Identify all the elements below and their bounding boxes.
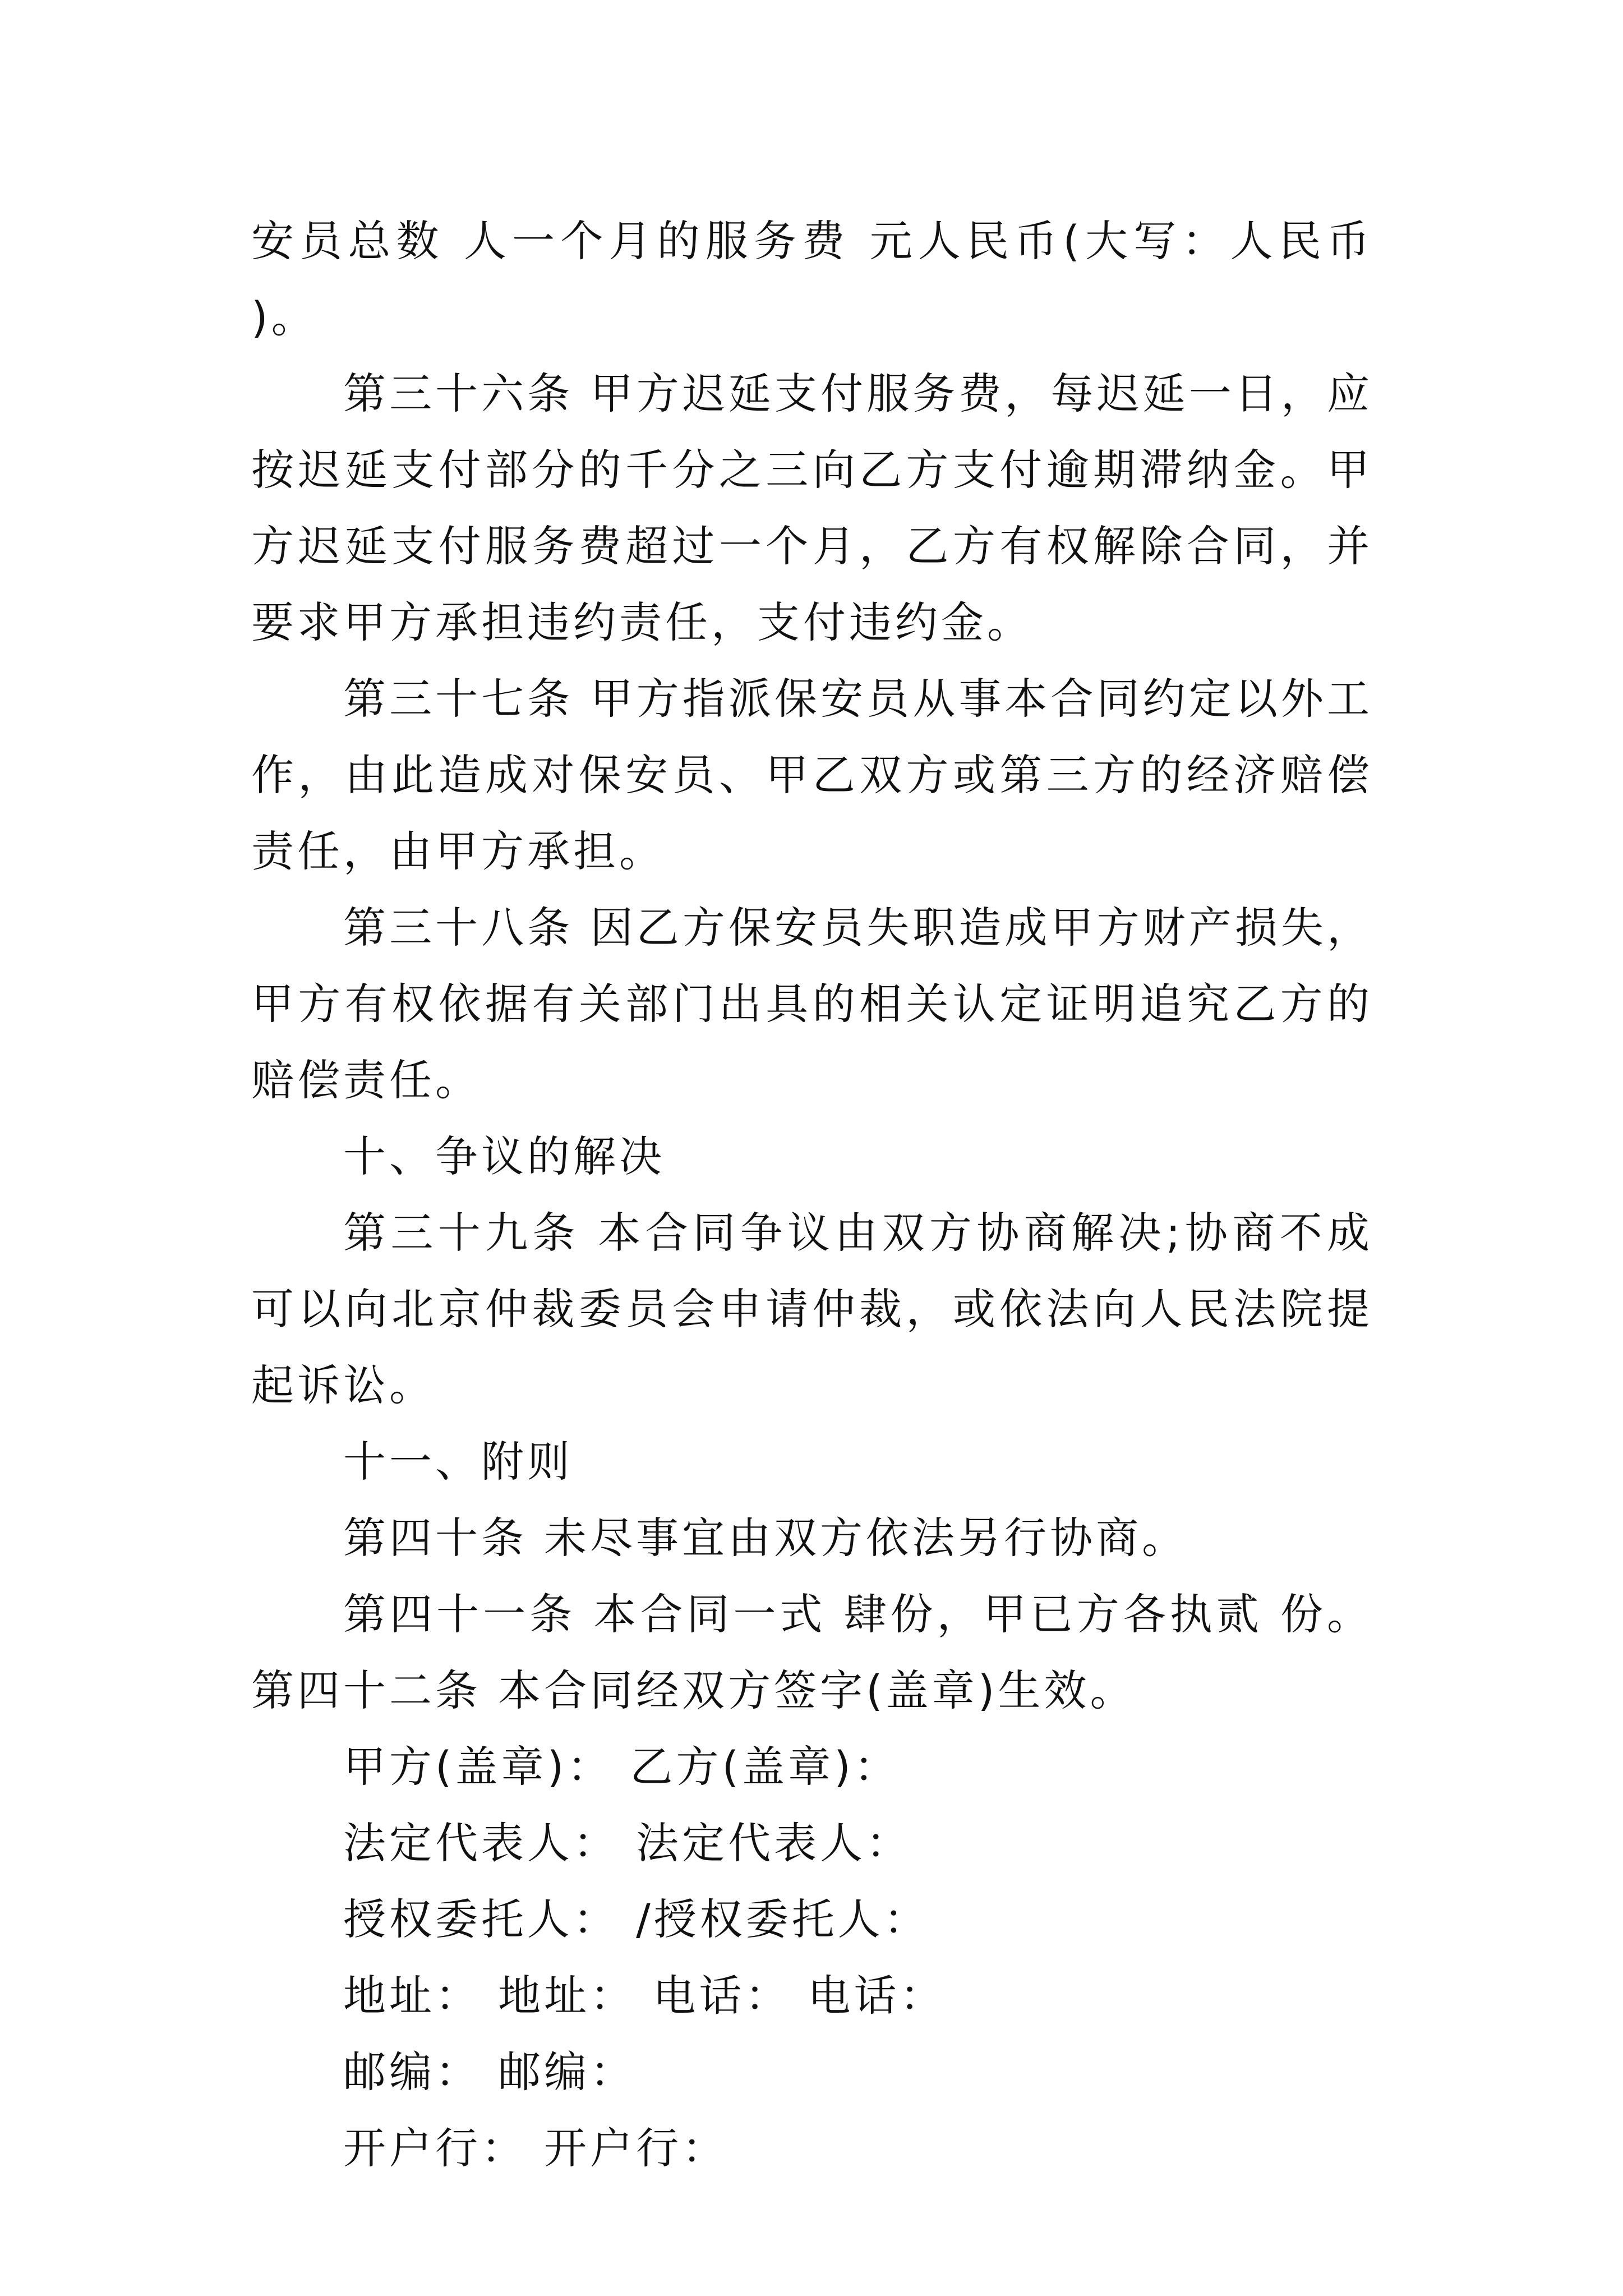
signature-party-seals: 甲方(盖章)： 乙方(盖章)： — [343, 1742, 900, 1792]
signature-address-phone: 地址： 地址： 电话： 电话： — [343, 1971, 946, 2021]
signature-legal-representatives: 法定代表人： 法定代表人： — [343, 1818, 912, 1868]
paragraph-article-41-42: 第四十一条 本合同一式 肆份，甲已方各执贰 份。 第四十二条 本合同经双方签字(盖章)生效。 — [251, 1589, 1373, 1715]
document-body — [251, 203, 1373, 2187]
section-heading-supplementary: 十一、附则 — [343, 1437, 573, 1487]
section-heading-dispute-resolution: 十、争议的解决 — [343, 1131, 665, 1181]
paragraph-article-37: 第三十七条 甲方指派保安员从事本合同约定以外工作，由此造成对保安员、甲乙双方或第三方的经济赔偿责任，由甲方承担。 — [251, 674, 1373, 876]
paragraph-article-39: 第三十九条 本合同争议由双方协商解决;协商不成可以向北京仲裁委员会申请仲裁，或依法向人民法院提起诉讼。 — [251, 1208, 1373, 1410]
paragraph-service-fee-total: 安员总数 人一个月的服务费 元人民币(大写：人民币 )。 — [251, 216, 1373, 342]
paragraph-article-38: 第三十八条 因乙方保安员失职造成甲方财产损失，甲方有权依据有关部门出具的相关认定证明追究乙方的赔偿责任。 — [251, 903, 1373, 1105]
signature-authorized-agents: 授权委托人： /授权委托人： — [343, 1894, 930, 1944]
paragraph-article-40: 第四十条 未尽事宜由双方依法另行协商。 — [343, 1513, 1188, 1563]
signature-banks: 开户行： 开户行： — [343, 2123, 728, 2173]
paragraph-article-36: 第三十六条 甲方迟延支付服务费，每迟延一日，应按迟延支付部分的千分之三向乙方支付逾期滞纳金。甲方迟延支付服务费超过一个月，乙方有权解除合同，并要求甲方承担违约责任，支付违约金。 — [251, 369, 1373, 647]
signature-postcodes: 邮编： 邮编： — [343, 2047, 637, 2097]
